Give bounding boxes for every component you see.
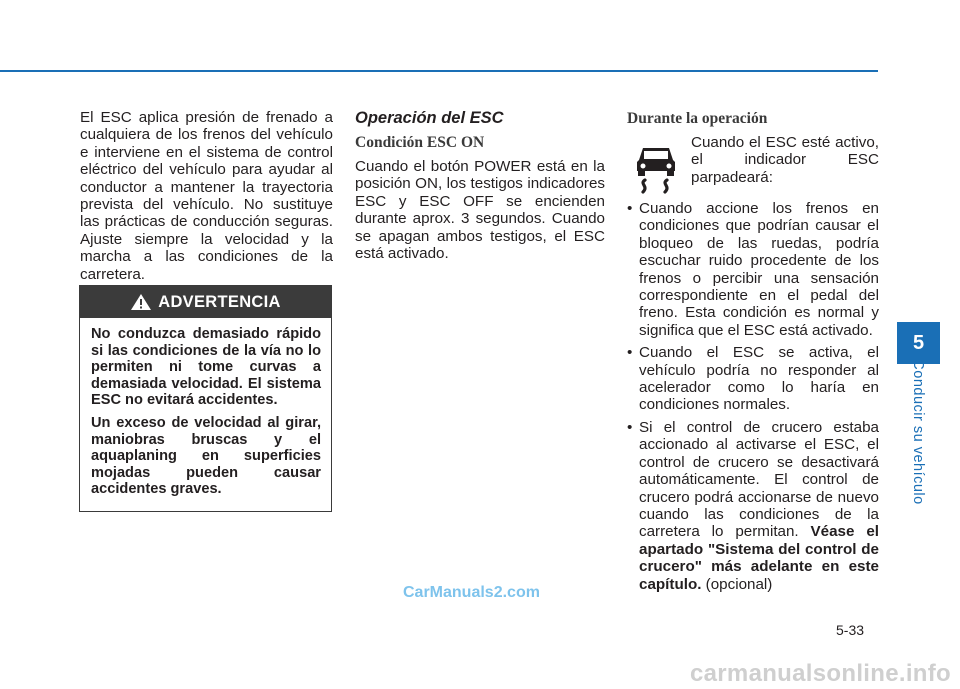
- warning-paragraph-1: No conduzca demasiado rápido si las condiciones de la vía no lo permiten ni tome curvas a demasiada velocidad. El sistema ESC no evitará accidentes.: [91, 326, 321, 409]
- intro-paragraph: El ESC aplica presión de frenado a cualquiera de los frenos del vehículo e interviene en el sistema de control eléctrico del vehículo para ayudar al conductor a mantener la trayectoria prevista del vehículo. No sustituye las prácticas de conducción seguras. Ajuste siempre la velocidad y la marcha a las condiciones de la carretera.: [80, 109, 333, 283]
- esc-skid-car-icon: [631, 142, 681, 194]
- cross-reference: Véase el apartado "Sistema del control de crucero" más adelante en este capítulo.: [639, 523, 879, 593]
- watermark-secondary: carmanualsonline.info: [690, 660, 952, 687]
- column-middle: [355, 109, 605, 262]
- warning-box: [79, 285, 332, 512]
- watermark-primary[interactable]: CarManuals2.com: [403, 584, 540, 601]
- warning-header: [80, 286, 331, 318]
- chapter-number-tab: 5: [897, 322, 940, 364]
- chapter-title: Conducir su vehículo: [910, 359, 926, 505]
- subsection-title-during-operation: Durante la operación: [627, 110, 768, 127]
- esc-on-paragraph: Cuando el botón POWER está en la posición ON, los testigos indicadores ESC y ESC OFF se encienden durante aprox. 3 segundos. Cuando se apagan ambos testigos, el ESC está activado.: [355, 158, 605, 263]
- subsection-title-esc-on: Condición ESC ON: [355, 134, 485, 151]
- column-left: [80, 109, 333, 283]
- column-right: [627, 109, 879, 598]
- list-item: • Cuando el ESC se activa, el vehículo podría no responder al acelerador como lo haría en condiciones normales.: [627, 344, 879, 414]
- warning-body: [80, 318, 331, 498]
- page-number: 5-33: [836, 622, 865, 638]
- esc-indicator-text: Cuando el ESC esté activo, el indicador ESC parpadeará:: [691, 134, 879, 186]
- bullet-text: Si el control de crucero estaba accionado al activarse el ESC, el control de crucero se desactivará automáticamente. El control de crucero podrá accionarse de nuevo cuando las condiciones de la carretera lo permitan.: [639, 418, 879, 541]
- list-item: • Cuando accione los frenos en condiciones que podrían causar el bloqueo de las ruedas, podría escuchar ruido procedente de los frenos o percibir una sensación correspondiente en el pedal del freno. Esta condición es normal y significa que el ESC está activado.: [627, 200, 879, 339]
- bullet-suffix: (opcional): [701, 575, 773, 593]
- warning-paragraph-2: Un exceso de velocidad al girar, maniobras bruscas y el aquaplaning en superficies mojadas pueden causar accidentes graves.: [91, 414, 321, 498]
- esc-indicator-row: [627, 134, 879, 194]
- warning-triangle-icon: [130, 293, 152, 311]
- list-item: [627, 419, 879, 593]
- operation-bullet-list: [627, 200, 879, 593]
- warning-title: ADVERTENCIA: [158, 292, 281, 311]
- section-title: Operación del ESC: [355, 109, 504, 127]
- header-rule: [0, 70, 878, 72]
